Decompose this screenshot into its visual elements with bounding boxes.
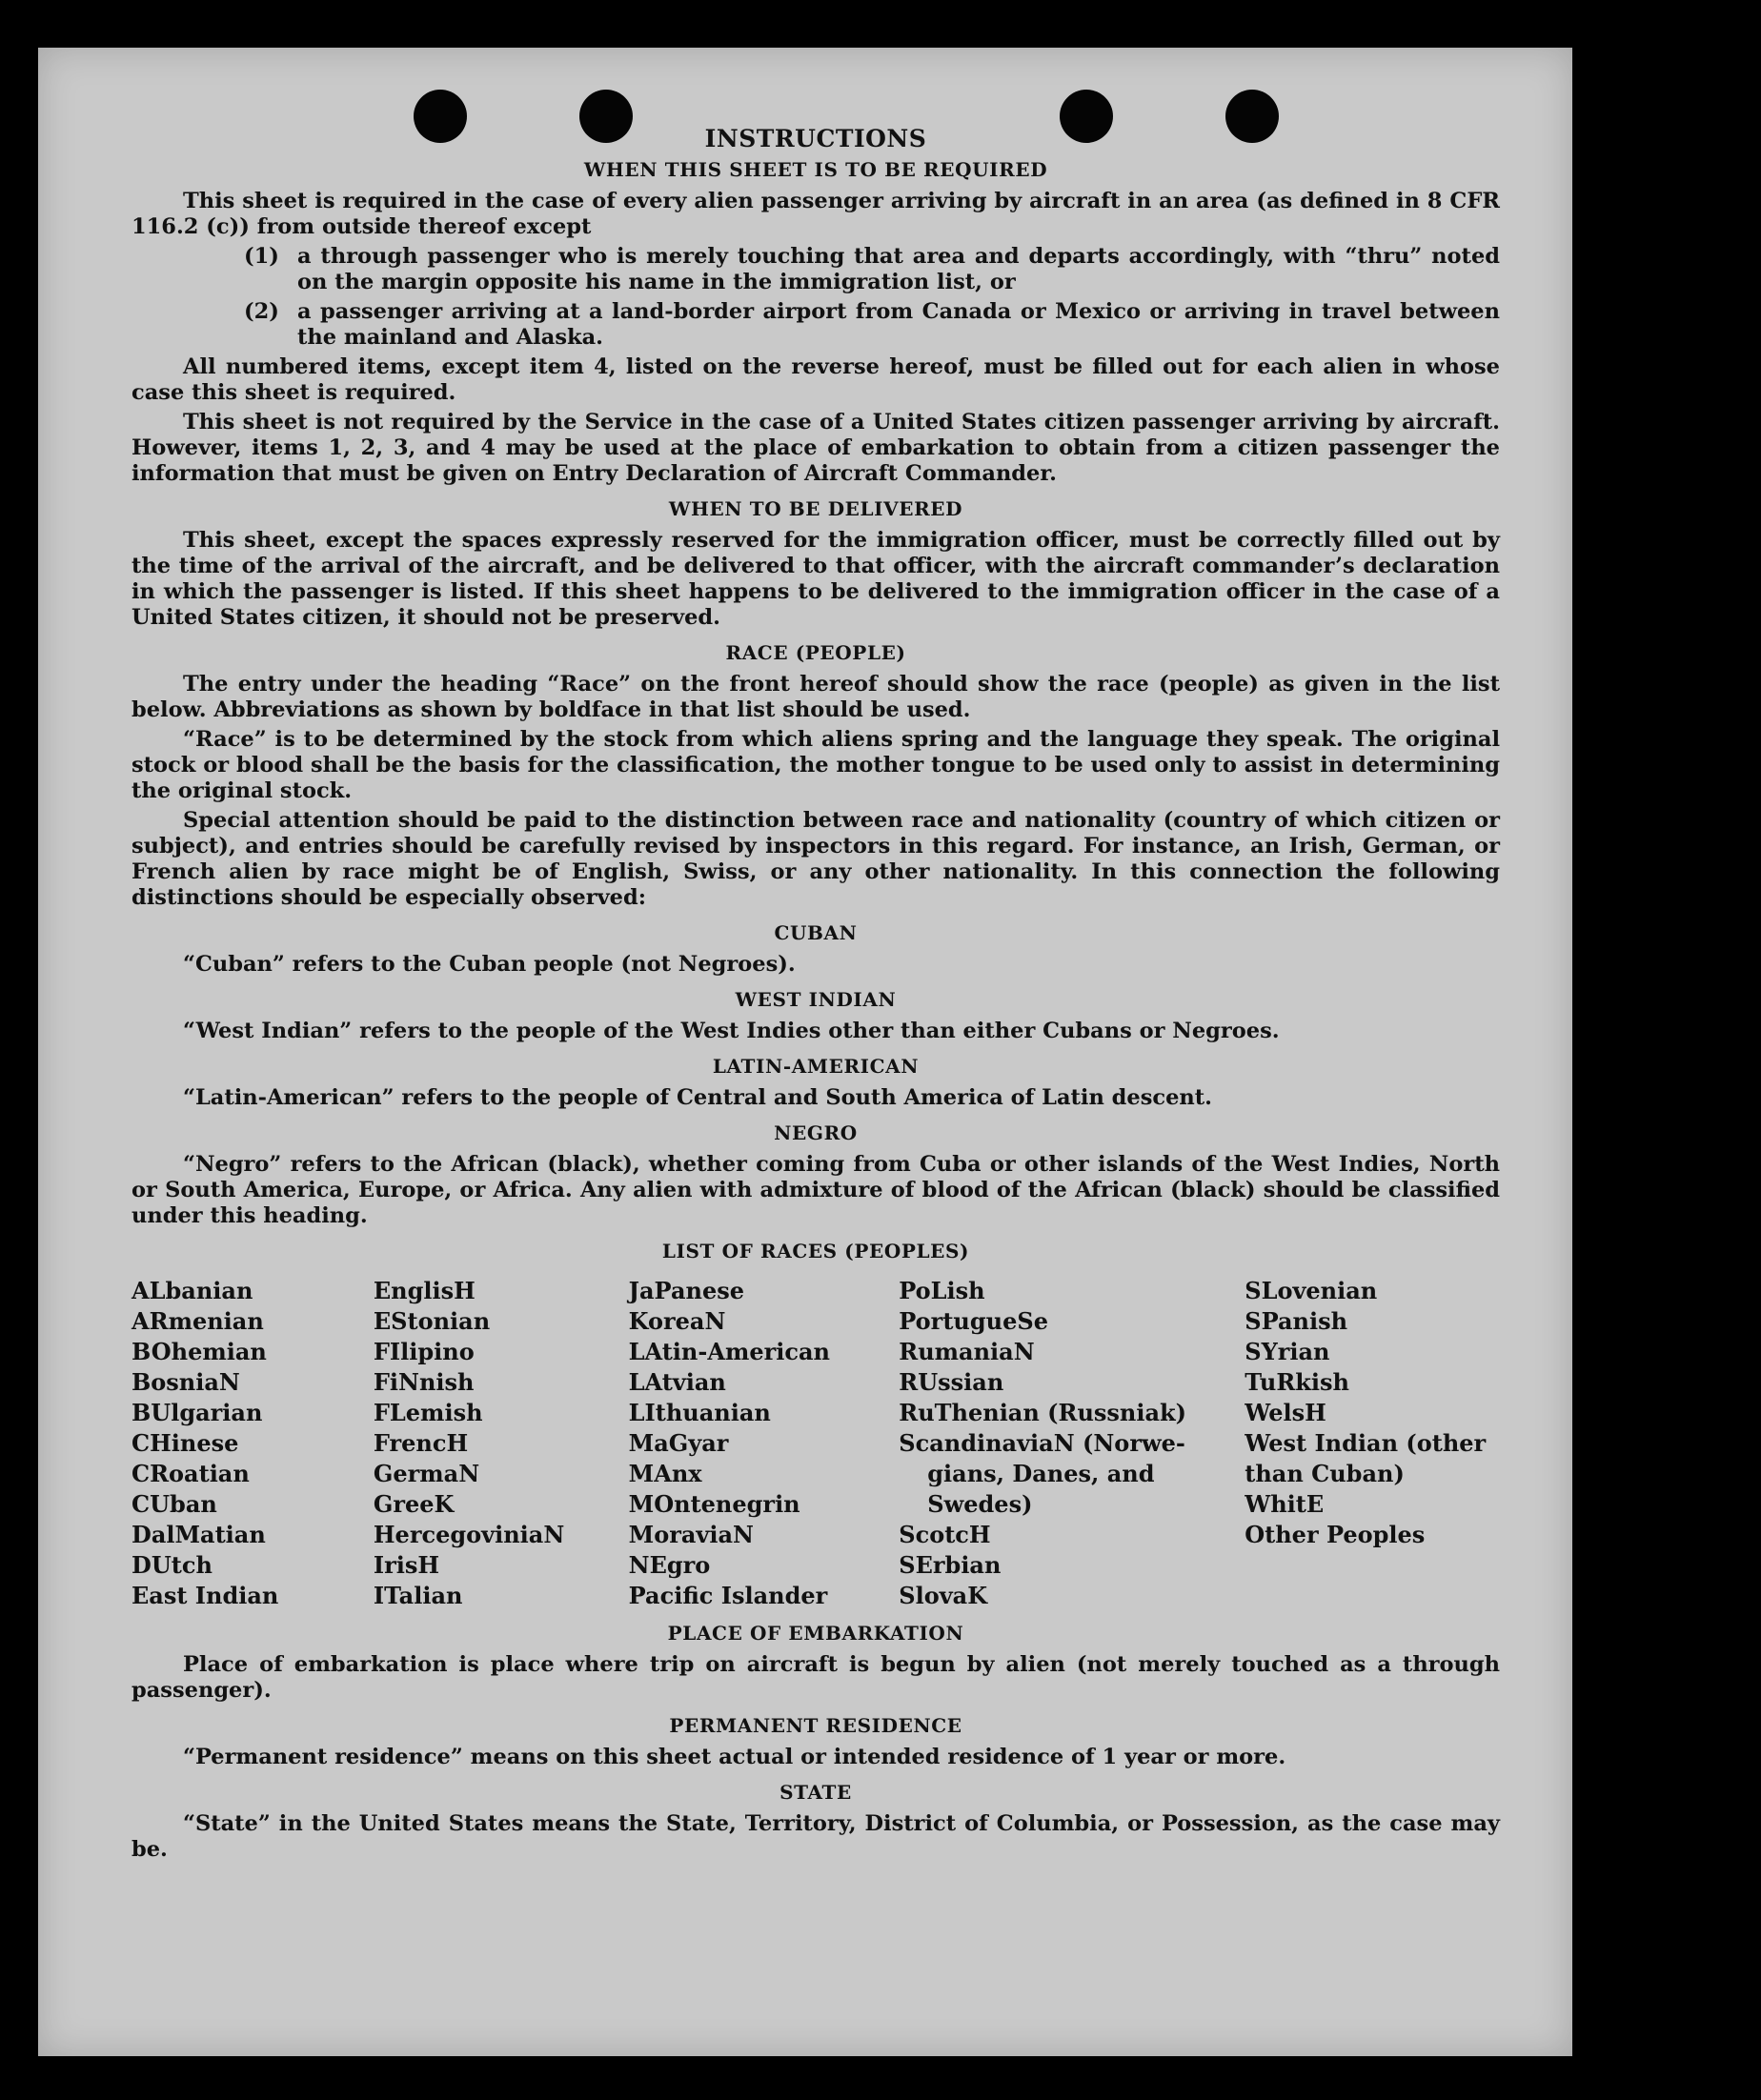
race-entry: SErbian: [899, 1551, 1002, 1579]
list-item: [244, 299, 1500, 351]
section-heading: RACE (PEOPLE): [725, 641, 906, 664]
race-entry: TuRkish: [1245, 1368, 1349, 1396]
section-heading: LATIN-AMERICAN: [712, 1055, 920, 1078]
race-entry-continued: than Cuban): [1245, 1460, 1405, 1487]
race-list: [132, 1276, 1500, 1611]
race-entry: BOhemian: [132, 1338, 267, 1365]
race-entry: EStonian: [373, 1307, 491, 1335]
paragraph: The entry under the heading “Race” on the front hereof should show the race (people) as given in the list below. Abbreviations as shown by boldface in that list should be used.: [132, 672, 1500, 722]
paragraph: All numbered items, except item 4, listed on the reverse hereof, must be filled out for each alien in whose case this sheet is required.: [132, 354, 1500, 405]
section-heading: LIST OF RACES (PEOPLES): [661, 1240, 970, 1262]
section-heading: PERMANENT RESIDENCE: [669, 1714, 962, 1737]
race-entry: East Indian: [132, 1582, 279, 1609]
item-text: a passenger arriving at a land-border airport from Canada or Mexico or arriving in travel between the mainland and Alaska.: [297, 299, 1500, 350]
race-entry: SLovenian: [1245, 1277, 1378, 1304]
race-entry: SYrian: [1245, 1338, 1330, 1365]
race-entry: FrencH: [373, 1429, 469, 1457]
race-entry: ScotcH: [899, 1521, 991, 1548]
race-column: [899, 1276, 1245, 1611]
race-entry: CHinese: [132, 1429, 239, 1457]
section-heading: WHEN THIS SHEET IS TO BE REQUIRED: [583, 158, 1048, 181]
race-entry: ScandinaviaN (Norwe-: [899, 1429, 1185, 1457]
race-entry: ALbanian: [132, 1277, 253, 1304]
race-entry: DalMatian: [132, 1521, 266, 1548]
section-heading: WHEN TO BE DELIVERED: [668, 497, 963, 520]
section-heading: PLACE OF EMBARKATION: [667, 1622, 964, 1645]
race-column: [374, 1276, 629, 1611]
race-entry: GermaN: [373, 1460, 480, 1487]
race-entry: KoreaN: [628, 1307, 726, 1335]
race-entry: ITalian: [373, 1582, 463, 1609]
paragraph: This sheet, except the spaces expressly reserved for the immigration officer, must be correctly filled out by the time of the arrival of the aircraft, and be delivered to that officer, with the aircraft commander’s declaration in which the passenger is listed. If this sheet happens to be delivered to the immigration officer in the case of a United States citizen, it should not be preserved.: [132, 528, 1500, 630]
race-entry: IrisH: [373, 1551, 440, 1579]
section-heading: WEST INDIAN: [735, 988, 897, 1011]
race-column: [132, 1276, 374, 1611]
race-entry: LAtin-American: [628, 1338, 830, 1365]
item-text: a through passenger who is merely touching that area and departs accordingly, with “thru” noted on the margin opposite his name in the immigration list, or: [297, 244, 1500, 294]
race-entry: CUban: [132, 1490, 217, 1518]
paragraph: “Race” is to be determined by the stock from which aliens spring and the language they speak. The original stock or blood shall be the basis for the classification, the mother tongue to be used only to assist in determining the original stock.: [132, 727, 1500, 803]
race-entry: BosniaN: [132, 1368, 240, 1396]
instructions-text: [132, 126, 1500, 1867]
race-entry: FiNnish: [373, 1368, 475, 1396]
race-entry: MOntenegrin: [628, 1490, 800, 1518]
paragraph: “Negro” refers to the African (black), whether coming from Cuba or other islands of the West Indies, North or South America, Europe, or Africa. Any alien with admixture of blood of the African (black) should be classified under this heading.: [132, 1152, 1500, 1228]
paragraph: “State” in the United States means the State, Territory, District of Columbia, or Possession, as the case may be.: [132, 1811, 1500, 1862]
race-entry: WelsH: [1245, 1399, 1326, 1426]
paragraph: This sheet is required in the case of every alien passenger arriving by aircraft in an area (as defined in 8 CFR 116.2 (c)) from outside thereof except: [132, 189, 1500, 239]
race-entry: SPanish: [1245, 1307, 1348, 1335]
race-entry: JaPanese: [628, 1277, 744, 1304]
section-heading: STATE: [779, 1781, 852, 1804]
race-entry: RUssian: [899, 1368, 1004, 1396]
race-entry-continued: Swedes): [927, 1490, 1033, 1518]
race-entry: FIlipino: [373, 1338, 475, 1365]
race-entry: PortugueSe: [899, 1307, 1048, 1335]
race-entry: West Indian (other: [1245, 1429, 1487, 1457]
race-entry: DUtch: [132, 1551, 213, 1579]
paragraph: “West Indian” refers to the people of the West Indies other than either Cubans or Negroes.: [183, 1019, 1280, 1043]
document-page: [38, 48, 1572, 2056]
race-entry: ARmenian: [132, 1307, 264, 1335]
paragraph: This sheet is not required by the Service in the case of a United States citizen passenger arriving by aircraft. However, items 1, 2, 3, and 4 may be used at the place of embarkation to obtain from a citizen passenger the information that must be given on Entry Declaration of Aircraft Commander.: [132, 410, 1500, 486]
race-entry-continued: gians, Danes, and: [927, 1460, 1155, 1487]
race-entry: WhitE: [1245, 1490, 1325, 1518]
paragraph: “Cuban” refers to the Cuban people (not Negroes).: [183, 952, 796, 977]
paragraph: “Latin-American” refers to the people of Central and South America of Latin descent.: [183, 1085, 1212, 1110]
race-entry: BUlgarian: [132, 1399, 263, 1426]
race-entry: EnglisH: [373, 1277, 476, 1304]
race-entry: RumaniaN: [899, 1338, 1035, 1365]
race-entry: MAnx: [628, 1460, 702, 1487]
race-column: [629, 1276, 900, 1611]
section-heading: NEGRO: [774, 1121, 858, 1144]
race-entry: MoraviaN: [628, 1521, 754, 1548]
race-entry: HercegoviniaN: [373, 1521, 565, 1548]
race-entry: CRoatian: [132, 1460, 250, 1487]
race-entry: Other Peoples: [1245, 1521, 1426, 1548]
race-entry: GreeK: [373, 1490, 455, 1518]
race-entry: RuThenian (Russniak): [899, 1399, 1187, 1426]
item-number: (2): [244, 299, 279, 324]
section-heading: CUBAN: [774, 921, 858, 944]
race-entry: NEgro: [628, 1551, 711, 1579]
paragraph: Special attention should be paid to the distinction between race and nationality (country of which citizen or subject), and entries should be carefully revised by inspectors in this regard. For instance, an Irish, German, or French alien by race might be of English, Swiss, or any other nationality. In this connection the following distinctions should be especially observed:: [132, 808, 1500, 910]
race-column: [1245, 1276, 1500, 1611]
race-entry: Pacific Islander: [628, 1582, 828, 1609]
paragraph: “Permanent residence” means on this sheet actual or intended residence of 1 year or more.: [183, 1745, 1286, 1769]
race-entry: LIthuanian: [628, 1399, 771, 1426]
list-item: [244, 244, 1500, 295]
race-entry: PoLish: [899, 1277, 985, 1304]
race-entry: LAtvian: [628, 1368, 726, 1396]
race-entry: SlovaK: [899, 1582, 988, 1609]
race-entry: MaGyar: [628, 1429, 729, 1457]
race-entry: FLemish: [373, 1399, 483, 1426]
paragraph: Place of embarkation is place where trip on aircraft is begun by alien (not merely touched as a through passenger).: [132, 1652, 1500, 1703]
page-title: INSTRUCTIONS: [704, 125, 927, 152]
item-number: (1): [244, 244, 279, 269]
